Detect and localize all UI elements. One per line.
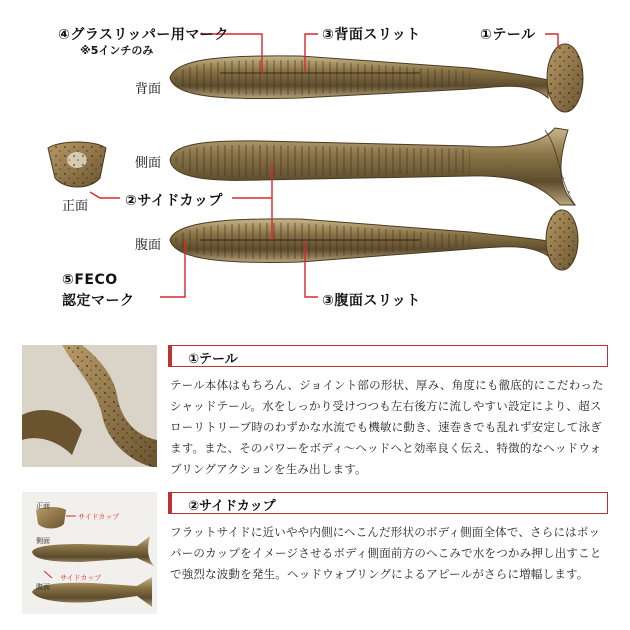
lure-front-view [48,142,106,187]
callout-feco-line2: 認定マーク [62,293,135,309]
tail-closeup-photo [22,345,157,467]
thumb-label-belly: 腹面 [36,583,50,591]
view-label-side: 側面 [135,156,162,171]
lure-side-view [170,128,575,205]
view-label-back: 背面 [135,82,162,97]
callout-glass-slipper-note: ※5インチのみ [80,44,154,57]
callout-belly-slit: ③腹面スリット [322,293,421,309]
callout-glass-slipper-mark: ④グラスリッパー用マーク [58,27,229,43]
lure-back-view [170,44,583,112]
callout-tail: ①テール [480,27,536,43]
section-tail-header: ①テール [168,345,608,367]
section-side-cup-header: ②サイドカップ [168,492,608,514]
section-tail-body: テール本体はもちろん、ジョイント部の形状、厚み、角度にも徹底的にこだわったシャッドテール。水をしっかり受けつつも左右後方に流しやすい設定により、超スローリトリーブ時のわずかな水流でも機敏に動き、速巻きでも乱れず安定して泳ぎます。また、そのパワーをボディ～ヘッドへと効率良く伝え、特徴的なヘッドウォブリングアクションを生み出します。 [170,378,604,476]
view-label-front: 正面 [62,199,89,214]
view-label-belly: 腹面 [135,238,162,253]
callout-back-slit: ③背面スリット [322,27,421,43]
section-side-cup-body: フラットサイドに近いやや内側にへこんだ形状のボディ側面全体で、さらにはポッパーのカップをイメージさせるボディ側面前方のへこみで水をつかみ押し出すことで強烈な波動を発生。ヘッドウォブリングによるアピールがさらに増幅します。 [170,525,602,581]
thumb-label-side: 側面 [36,537,50,545]
thumb-label-side-cup-1: サイドカップ [78,513,120,521]
thumb-label-front: 正面 [36,502,50,510]
callout-side-cup: ②サイドカップ [125,193,223,209]
thumb-label-side-cup-2: サイドカップ [60,574,102,582]
callout-feco-line1: ⑤FECO [62,272,118,288]
lure-belly-view [170,210,578,270]
